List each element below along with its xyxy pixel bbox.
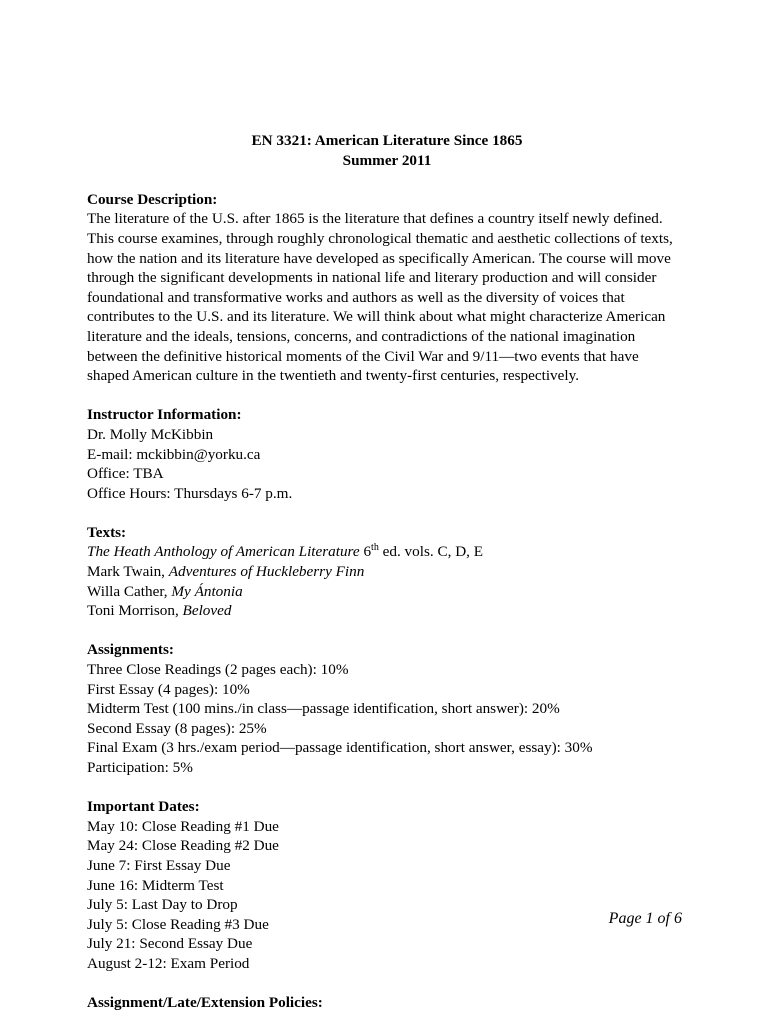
texts-heading: Texts: xyxy=(87,523,127,541)
description-line: literature and the ideals, tensions, concerns, and contradictions of the national imagination xyxy=(87,327,636,345)
text-author: Willa Cather, xyxy=(87,582,172,600)
date-item: July 5: Last Day to Drop xyxy=(87,896,238,914)
date-item: May 10: Close Reading #1 Due xyxy=(87,817,279,835)
description-line: how the nation and its literature have developed as specifically American. The course will move xyxy=(87,249,671,267)
assignment-item: Second Essay (8 pages): 25% xyxy=(87,719,267,737)
text-title: Adventures of Huckleberry Finn xyxy=(168,563,365,581)
anthology-edition: 6 xyxy=(359,543,372,561)
instructor-section xyxy=(87,405,687,503)
text-item-morrison xyxy=(87,601,687,621)
texts-section xyxy=(87,523,687,621)
date-item: May 24: Close Reading #2 Due xyxy=(87,837,279,855)
instructor-heading: Instructor Information: xyxy=(87,406,242,424)
course-term: Summer 2011 xyxy=(342,151,432,169)
text-title: Beloved xyxy=(182,602,232,620)
assignment-item: Three Close Readings (2 pages each): 10% xyxy=(87,661,349,679)
description-line: The literature of the U.S. after 1865 is the literature that defines a country itself newly defined. xyxy=(87,210,663,228)
course-title: EN 3321: American Literature Since 1865 xyxy=(251,132,523,149)
description-line: This course examines, through roughly chronological thematic and aesthetic collections of texts, xyxy=(87,229,673,247)
important-dates-section xyxy=(87,797,687,973)
description-line: contributes to the U.S. and its literature. We will think about what might characterize American xyxy=(87,308,666,326)
policies-section xyxy=(87,993,687,1013)
date-item: August 2-12: Exam Period xyxy=(87,954,250,972)
description-line: between the definitive historical moments of the Civil War and 9/11—two events that have xyxy=(87,347,639,365)
text-author: Toni Morrison, xyxy=(87,602,183,620)
instructor-office-hours: Office Hours: Thursdays 6-7 p.m. xyxy=(87,484,293,502)
instructor-email: E-mail: mckibbin@yorku.ca xyxy=(87,445,261,463)
date-item: June 7: First Essay Due xyxy=(87,856,231,874)
assignment-item: First Essay (4 pages): 10% xyxy=(87,680,250,698)
policies-heading: Assignment/Late/Extension Policies: xyxy=(87,994,323,1012)
assignment-item: Participation: 5% xyxy=(87,759,193,776)
course-description-heading: Course Description: xyxy=(87,190,218,208)
text-title: My Ántonia xyxy=(171,582,243,600)
description-line: foundational and transformative works and authors as well as the diversity of voices that xyxy=(87,288,625,306)
course-description-section xyxy=(87,190,687,386)
description-line: shaped American culture in the twentieth and twenty-first centuries, respectively. xyxy=(87,367,580,385)
date-item: July 5: Close Reading #3 Due xyxy=(87,915,269,933)
text-item-anthology xyxy=(87,542,687,562)
text-item-twain xyxy=(87,562,687,582)
title-block xyxy=(87,131,687,170)
description-line: through the significant developments in national life and literary production and will consider xyxy=(87,269,657,287)
date-item: June 16: Midterm Test xyxy=(87,876,224,894)
anthology-edition-suffix: th xyxy=(371,542,379,554)
anthology-volumes: ed. vols. C, D, E xyxy=(378,543,484,561)
date-item: July 21: Second Essay Due xyxy=(87,935,253,953)
instructor-name: Dr. Molly McKibbin xyxy=(87,425,214,443)
course-description-text xyxy=(87,209,687,385)
anthology-title: The Heath Anthology of American Literature xyxy=(87,543,360,561)
assignment-item: Midterm Test (100 mins./in class—passage identification, short answer): 20% xyxy=(87,700,560,718)
text-author: Mark Twain, xyxy=(87,563,169,581)
text-item-cather xyxy=(87,582,687,602)
page-number: Page 1 of 6 xyxy=(608,910,682,927)
assignments-section xyxy=(87,640,687,777)
document-content xyxy=(87,131,687,1032)
assignments-heading: Assignments: xyxy=(87,641,174,659)
instructor-office: Office: TBA xyxy=(87,465,164,483)
assignment-item: Final Exam (3 hrs./exam period—passage identification, short answer, essay): 30% xyxy=(87,739,593,757)
important-dates-heading: Important Dates: xyxy=(87,798,200,816)
